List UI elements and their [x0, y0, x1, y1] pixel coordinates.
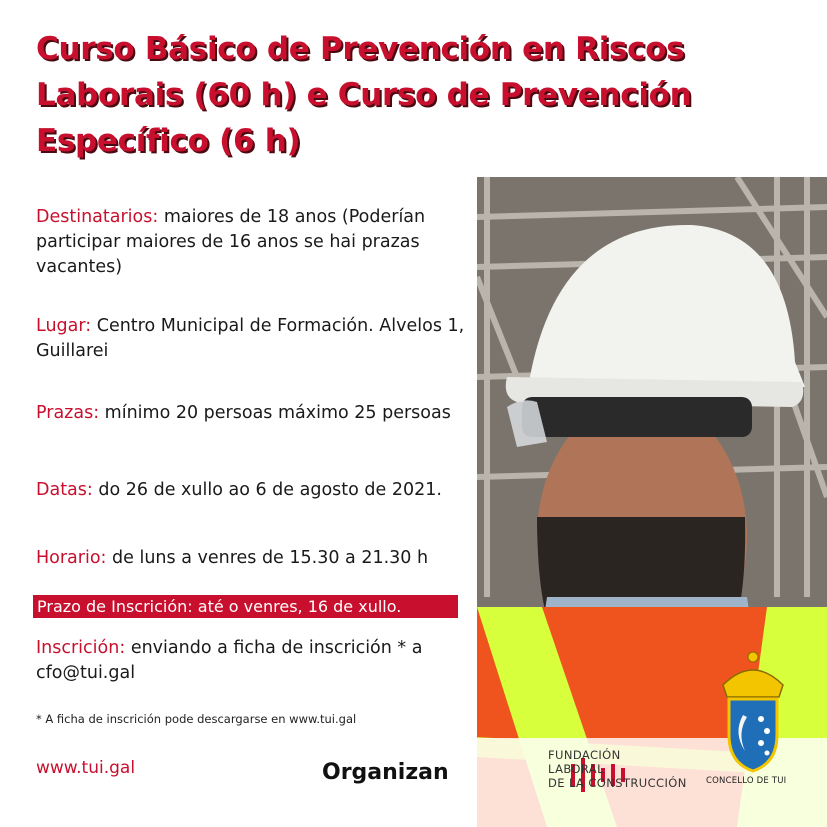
footnote: * A ficha de inscrición pode descargarse en www.tui.gal [36, 712, 357, 726]
page-title: Curso Básico de Prevención en Riscos Laborais (60 h) e Curso de Prevención Específico (6 h) [36, 31, 692, 159]
horario-label: Horario: [36, 548, 107, 568]
prazas-label: Prazas: [36, 403, 100, 423]
flc-line1: FUNDACIÓN [548, 748, 621, 762]
tui-coat-of-arms-icon [713, 645, 793, 775]
prazo-highlight [33, 595, 458, 618]
inscricion-row [36, 636, 476, 686]
lugar-row [36, 314, 476, 364]
lugar-label: Lugar: [36, 316, 92, 336]
destinatarios-value: maiores de 18 anos (Poderían participar maiores de 16 anos se hai prazas vacantes) [36, 207, 426, 277]
inscricion-value: enviando a ficha de inscrición * a cfo@tui.gal [36, 638, 423, 683]
datas-label: Datas: [36, 480, 93, 500]
prazas-row [36, 401, 476, 426]
prazo-value: até o venres, 16 de xullo. [197, 597, 402, 616]
organizers-label: Organizan [322, 760, 449, 785]
flc-line2: LABORAL [548, 762, 604, 776]
flc-name [548, 748, 687, 790]
horario-row [36, 546, 476, 571]
prazo-label: Prazo de Inscrición: [37, 597, 193, 616]
datas-row [36, 478, 476, 503]
destinatarios-row [36, 205, 476, 280]
flc-line3: DE LA CONSTRUCCIÓN [548, 776, 687, 790]
prazas-value: mínimo 20 persoas máximo 25 persoas [104, 403, 451, 423]
inscricion-label: Inscrición: [36, 638, 126, 658]
destinatarios-label: Destinatarios: [36, 207, 159, 227]
website-link[interactable]: www.tui.gal [36, 758, 136, 778]
horario-value: de luns a venres de 15.30 a 21.30 h [112, 548, 429, 568]
concello-name: CONCELLO DE TUI [706, 776, 787, 786]
lugar-value: Centro Municipal de Formación. Alvelos 1, Guillarei [36, 316, 465, 361]
datas-value: do 26 de xullo ao 6 de agosto de 2021. [98, 480, 442, 500]
